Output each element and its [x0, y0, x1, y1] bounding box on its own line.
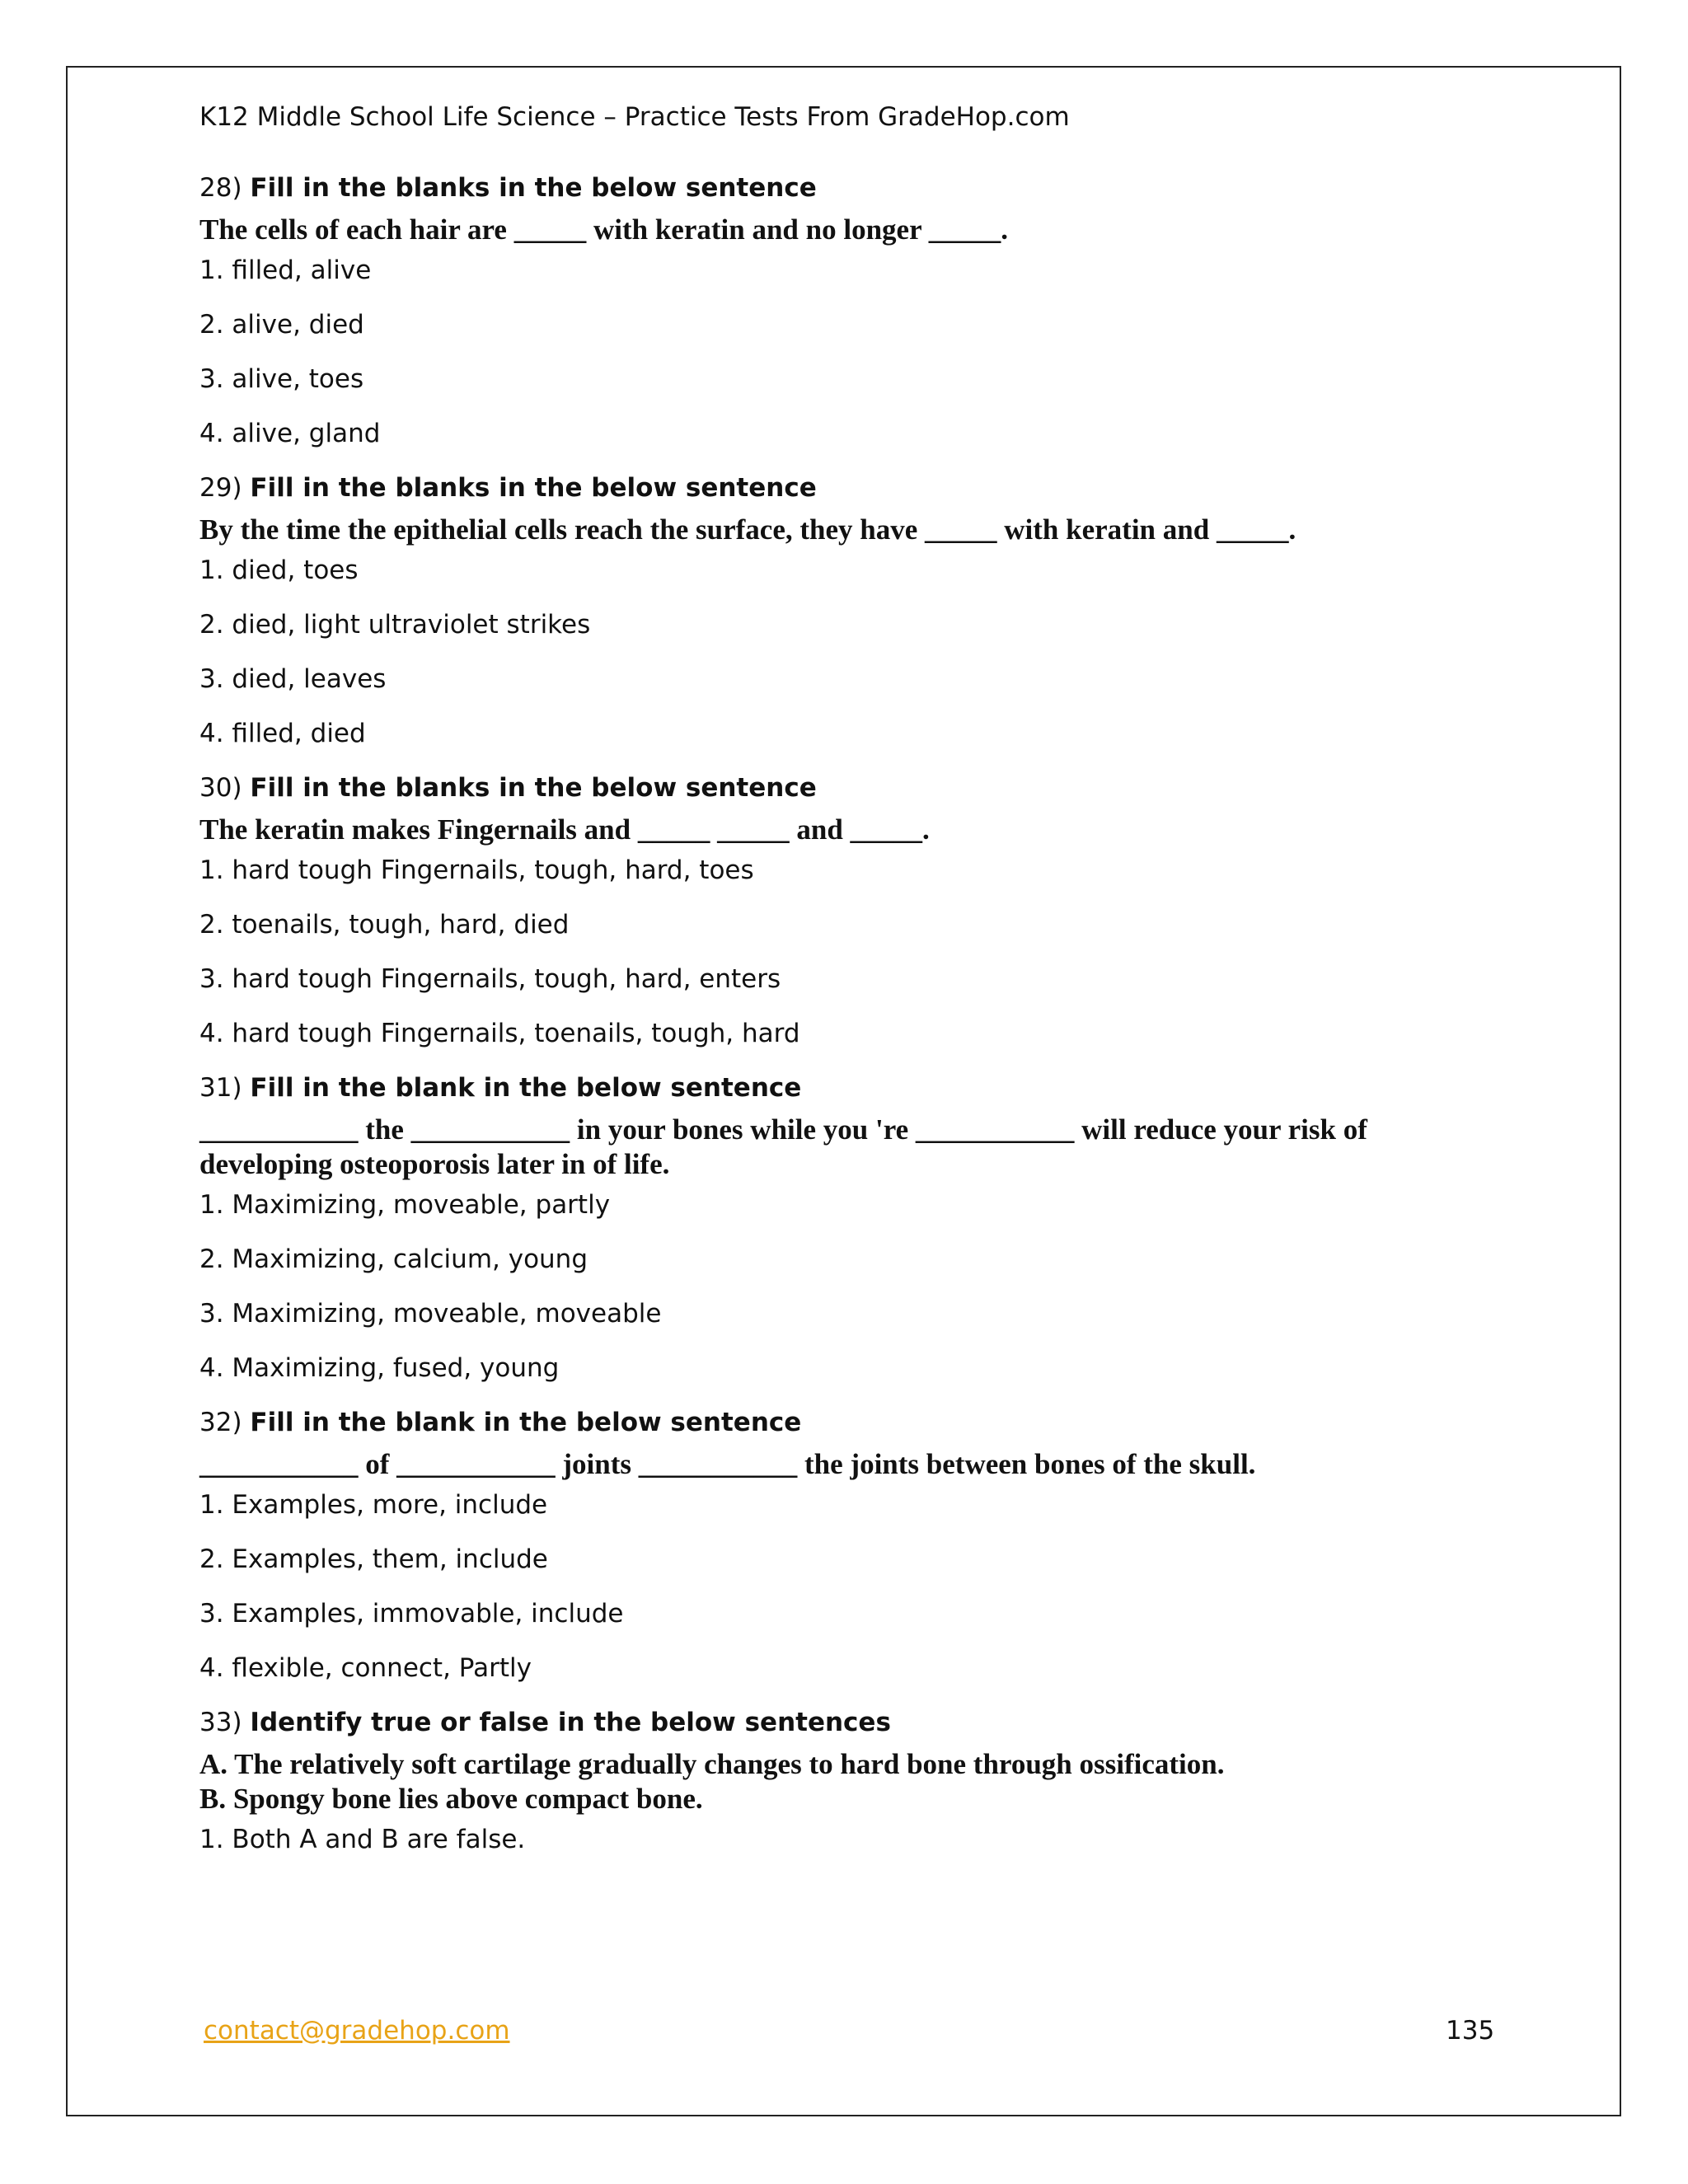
page-number: 135 [1446, 2016, 1495, 2046]
question-number: 32) [199, 1408, 242, 1437]
question-text [199, 1747, 1485, 1816]
question-text-line: A. The relatively soft cartilage gradually changes to hard bone through ossification. [199, 1748, 1225, 1780]
question-heading [199, 1404, 1485, 1441]
answer-option: 4. alive, gland [199, 419, 381, 448]
question-text-line: ___________ of ___________ joints ___________ the joints between bones of the skull. [199, 1448, 1256, 1480]
answer-option: 4. Maximizing, fused, young [199, 1353, 560, 1383]
answer-option: 3. Examples, immovable, include [199, 1599, 624, 1629]
answer-option: 2. Maximizing, calcium, young [199, 1244, 588, 1274]
question-text-line: The cells of each hair are _____ with keratin and no longer _____. [199, 213, 1008, 246]
answer-option: 1. Maximizing, moveable, partly [199, 1190, 611, 1220]
question-title: Fill in the blank in the below sentence [250, 1408, 802, 1437]
question-heading [199, 170, 1485, 206]
question-33 [199, 1704, 1485, 1858]
question-text-line: developing osteoporosis later in of life. [199, 1148, 670, 1180]
question-31 [199, 1070, 1485, 1386]
answer-option: 2. alive, died [199, 310, 364, 340]
answer-option: 1. Both A and B are false. [199, 1825, 526, 1854]
answer-option: 3. alive, toes [199, 364, 364, 394]
question-text-line: The keratin makes Fingernails and _____ _____ and _____. [199, 813, 930, 846]
answer-option: 4. filled, died [199, 719, 366, 748]
question-title: Fill in the blanks in the below sentence [250, 773, 817, 803]
question-number: 33) [199, 1708, 242, 1737]
question-title: Identify true or false in the below sentences [250, 1708, 891, 1737]
answer-option: 1. filled, alive [199, 255, 372, 285]
question-text [199, 1113, 1485, 1182]
answer-option: 3. hard tough Fingernails, tough, hard, enters [199, 964, 781, 994]
page-content [199, 99, 1485, 1876]
answer-option: 4. hard tough Fingernails, toenails, tough, hard [199, 1019, 800, 1048]
question-text-line: B. Spongy bone lies above compact bone. [199, 1783, 703, 1815]
question-32 [199, 1404, 1485, 1686]
question-29 [199, 470, 1485, 752]
question-text [199, 813, 1485, 847]
question-number: 29) [199, 473, 242, 503]
question-title: Fill in the blanks in the below sentence [250, 473, 817, 503]
question-heading [199, 1704, 1485, 1741]
question-number: 30) [199, 773, 242, 803]
contact-email-link[interactable]: contact@gradehop.com [204, 2016, 510, 2046]
answer-option: 1. Examples, more, include [199, 1490, 548, 1520]
answer-option: 2. Examples, them, include [199, 1544, 548, 1574]
question-number: 28) [199, 173, 242, 203]
question-title: Fill in the blanks in the below sentence [250, 173, 817, 203]
page-header: K12 Middle School Life Science – Practice Tests From GradeHop.com [199, 102, 1070, 132]
question-28 [199, 170, 1485, 452]
question-text-line: ___________ the ___________ in your bones while you 're ___________ will reduce your risk of [199, 1113, 1367, 1146]
answer-option: 4. flexible, connect, Partly [199, 1653, 532, 1683]
question-heading [199, 770, 1485, 806]
answer-option: 2. died, light ultraviolet strikes [199, 610, 591, 640]
question-text [199, 1447, 1485, 1482]
question-number: 31) [199, 1073, 242, 1103]
question-30 [199, 770, 1485, 1052]
answer-option: 2. toenails, tough, hard, died [199, 910, 570, 940]
question-title: Fill in the blank in the below sentence [250, 1073, 802, 1103]
answer-option: 1. died, toes [199, 555, 359, 585]
question-heading [199, 470, 1485, 506]
answer-option: 1. hard tough Fingernails, tough, hard, toes [199, 855, 754, 885]
question-text [199, 513, 1485, 547]
question-heading [199, 1070, 1485, 1106]
answer-option: 3. died, leaves [199, 664, 387, 694]
question-text [199, 213, 1485, 247]
question-text-line: By the time the epithelial cells reach the surface, they have _____ with keratin and _____. [199, 513, 1296, 546]
answer-option: 3. Maximizing, moveable, moveable [199, 1299, 662, 1329]
